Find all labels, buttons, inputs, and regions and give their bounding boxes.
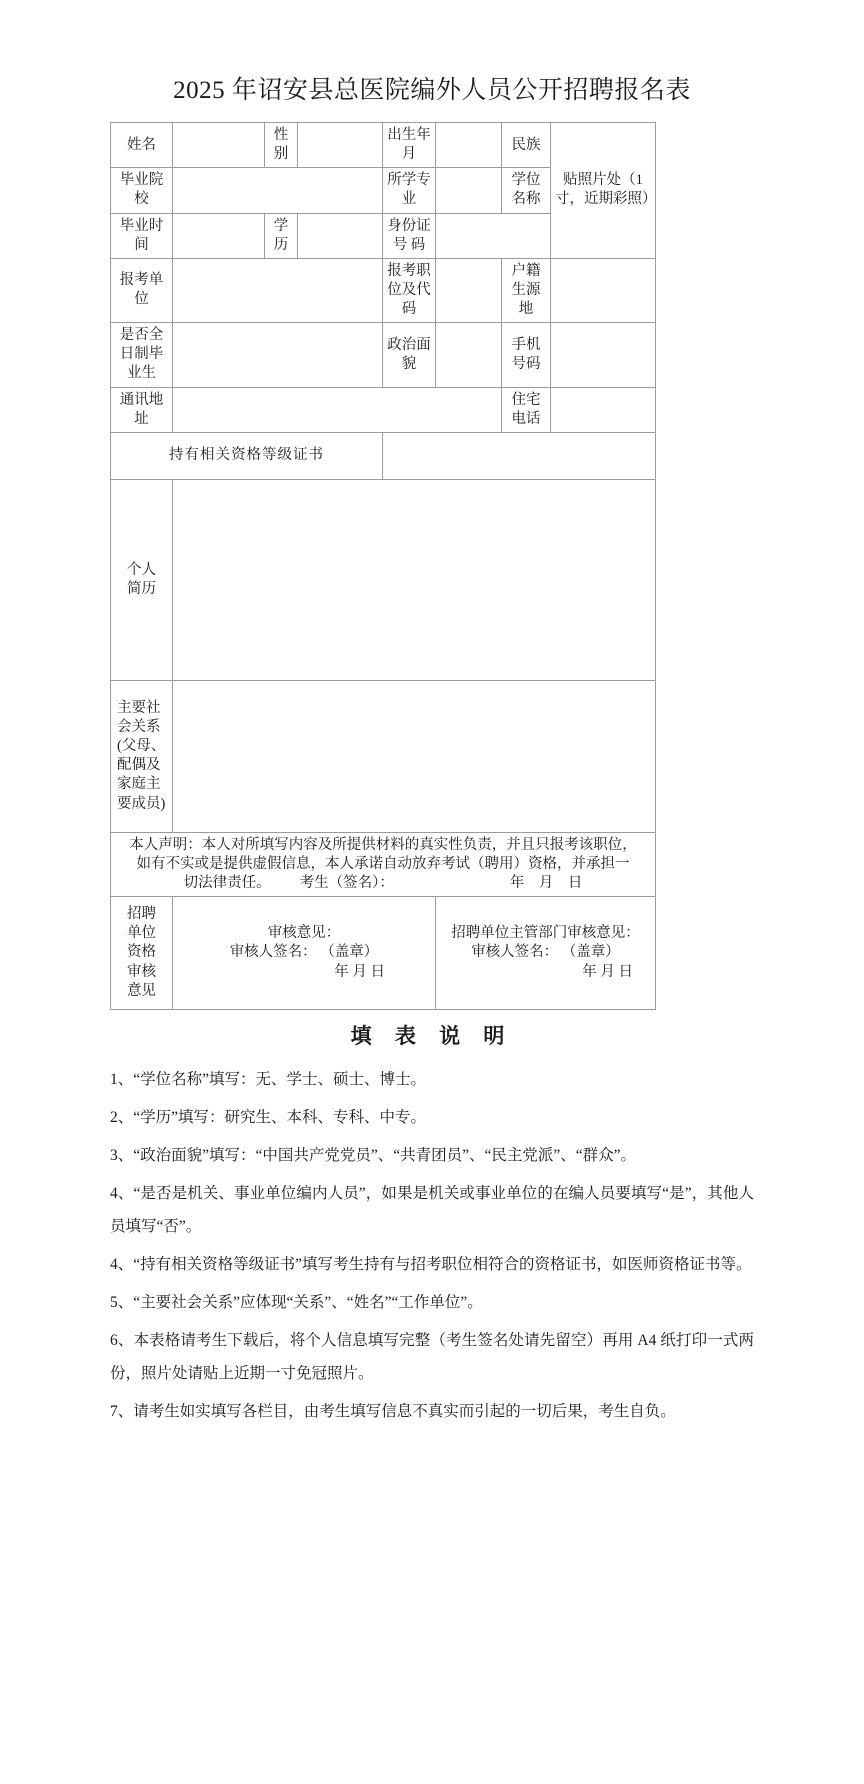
instruction-item: 4、“是否是机关、事业单位编内人员”，如果是机关或事业单位的在编人员要填写“是”，其他人员填写“否”。 <box>110 1185 754 1235</box>
declaration-line-3: 切法律责任。 考生（签名）： 年 月 日 <box>183 875 583 891</box>
household-origin-value-cell[interactable] <box>551 258 656 322</box>
political-status-label: 政治面貌 <box>383 323 436 387</box>
instruction-item: 7、请考生如实填写各栏目，由考生填写信息不真实而引起的一切后果，考生自负。 <box>110 1402 676 1420</box>
social-relations-label: 主要社会关系(父母、配偶及家庭主要成员) <box>111 680 173 832</box>
instruction-item: 5、“主要社会关系”应体现“关系”、“姓名”“工作单位”。 <box>110 1294 483 1312</box>
review-opinion-left-date: 年 月 日 <box>334 963 385 980</box>
applicant-declaration-cell <box>111 832 656 896</box>
application-form-table <box>110 122 656 1010</box>
graduation-time-value-cell[interactable] <box>173 213 265 258</box>
birth-label: 出生年月 <box>383 123 436 168</box>
certificates-label: 持有相关资格等级证书 <box>111 432 383 479</box>
birth-value-cell[interactable] <box>436 123 502 168</box>
table-row <box>111 323 656 387</box>
home-phone-value-cell[interactable] <box>551 387 656 432</box>
mobile-number-label: 手机号码 <box>502 323 551 387</box>
personal-resume-label <box>111 479 173 680</box>
ethnicity-label: 民族 <box>502 123 551 168</box>
social-relations-value-cell[interactable] <box>173 680 656 832</box>
instruction-item: 4、“持有相关资格等级证书”填写考生持有与招考职位相符合的资格证书，如医师资格证书等。 <box>110 1255 752 1273</box>
photo-placeholder-cell[interactable]: 贴照片处（1 寸，近期彩照） <box>551 123 656 259</box>
instructions-list <box>110 1064 754 1428</box>
fulltime-graduate-label: 是否全日制毕业生 <box>111 323 173 387</box>
table-row <box>111 258 656 322</box>
instruction-item: 6、本表格请考生下载后，将个人信息填写完整（考生签名处请先留空）再用 A4 纸打印一式两份，照片处请贴上近期一寸免冠照片。 <box>110 1332 754 1382</box>
political-status-value-cell[interactable] <box>436 323 502 387</box>
apply-position-value-cell[interactable] <box>436 258 502 322</box>
recruiting-unit-review-label: 招聘单位资格审核意见 <box>111 897 173 1010</box>
recruiting-unit-review-cell[interactable] <box>173 897 436 1010</box>
table-row <box>111 897 656 1010</box>
household-origin-label: 户籍生源地 <box>502 258 551 322</box>
mailing-address-label: 通讯地址 <box>111 387 173 432</box>
table-row <box>111 432 656 479</box>
personal-resume-value-cell[interactable] <box>173 479 656 680</box>
review-opinion-right-line-2: 审核人签名： （盖章） <box>471 944 620 961</box>
apply-position-label: 报考职位及代码 <box>383 258 436 322</box>
id-number-value-cell[interactable] <box>436 213 551 258</box>
mailing-address-value-cell[interactable] <box>173 387 502 432</box>
id-number-label: 身份证 号 码 <box>383 213 436 258</box>
table-row <box>111 832 656 896</box>
education-label: 学历 <box>265 213 298 258</box>
review-opinion-left-line-1: 审核意见： <box>267 925 341 942</box>
instructions-heading: 填 表 说 明 <box>350 1023 514 1048</box>
table-row <box>111 387 656 432</box>
gender-value-cell[interactable] <box>298 123 383 168</box>
instruction-item: 1、“学位名称”填写：无、学士、硕士、博士。 <box>110 1070 427 1088</box>
declaration-line-1: 本人声明：本人对所填写内容及所提供材料的真实性负责，并且只报考该职位， <box>129 836 637 853</box>
graduation-time-label: 毕业时间 <box>111 213 173 258</box>
declaration-line-2: 如有不实或是提供虚假信息，本人承诺自动放弃考试（聘用）资格，并承担一 <box>136 855 630 872</box>
mobile-number-value-cell[interactable] <box>551 323 656 387</box>
instruction-item: 2、“学历”填写：研究生、本科、专科、中专。 <box>110 1108 427 1126</box>
name-label: 姓名 <box>111 123 173 168</box>
graduate-school-label: 毕业院校 <box>111 168 173 213</box>
graduate-school-value-cell[interactable] <box>173 168 383 213</box>
personal-resume-label-text: 个人简历 <box>127 561 156 597</box>
instruction-item: 3、“政治面貌”填写：“中国共产党党员”、“共青团员”、“民主党派”、“群众”。 <box>110 1147 637 1165</box>
apply-unit-value-cell[interactable] <box>173 258 383 322</box>
major-value-cell[interactable] <box>436 168 502 213</box>
review-opinion-right-line-1: 招聘单位主管部门审核意见： <box>451 925 640 942</box>
page-title: 2025 年诏安县总医院编外人员公开招聘报名表 <box>173 77 691 104</box>
fulltime-graduate-value-cell[interactable] <box>173 323 383 387</box>
review-opinion-right-date: 年 月 日 <box>582 963 633 980</box>
major-label: 所学专业 <box>383 168 436 213</box>
name-value-cell[interactable] <box>173 123 265 168</box>
review-opinion-left-line-2: 审核人签名： （盖章） <box>229 944 379 961</box>
apply-unit-label: 报考单位 <box>111 258 173 322</box>
home-phone-label: 住宅电话 <box>502 387 551 432</box>
table-row <box>111 680 656 832</box>
education-value-cell[interactable] <box>298 213 383 258</box>
supervising-department-review-cell[interactable] <box>436 897 656 1010</box>
table-row <box>111 123 656 168</box>
degree-name-label: 学位名称 <box>502 168 551 213</box>
certificates-value-cell[interactable] <box>383 432 656 479</box>
table-row <box>111 479 656 680</box>
gender-label: 性别 <box>265 123 298 168</box>
